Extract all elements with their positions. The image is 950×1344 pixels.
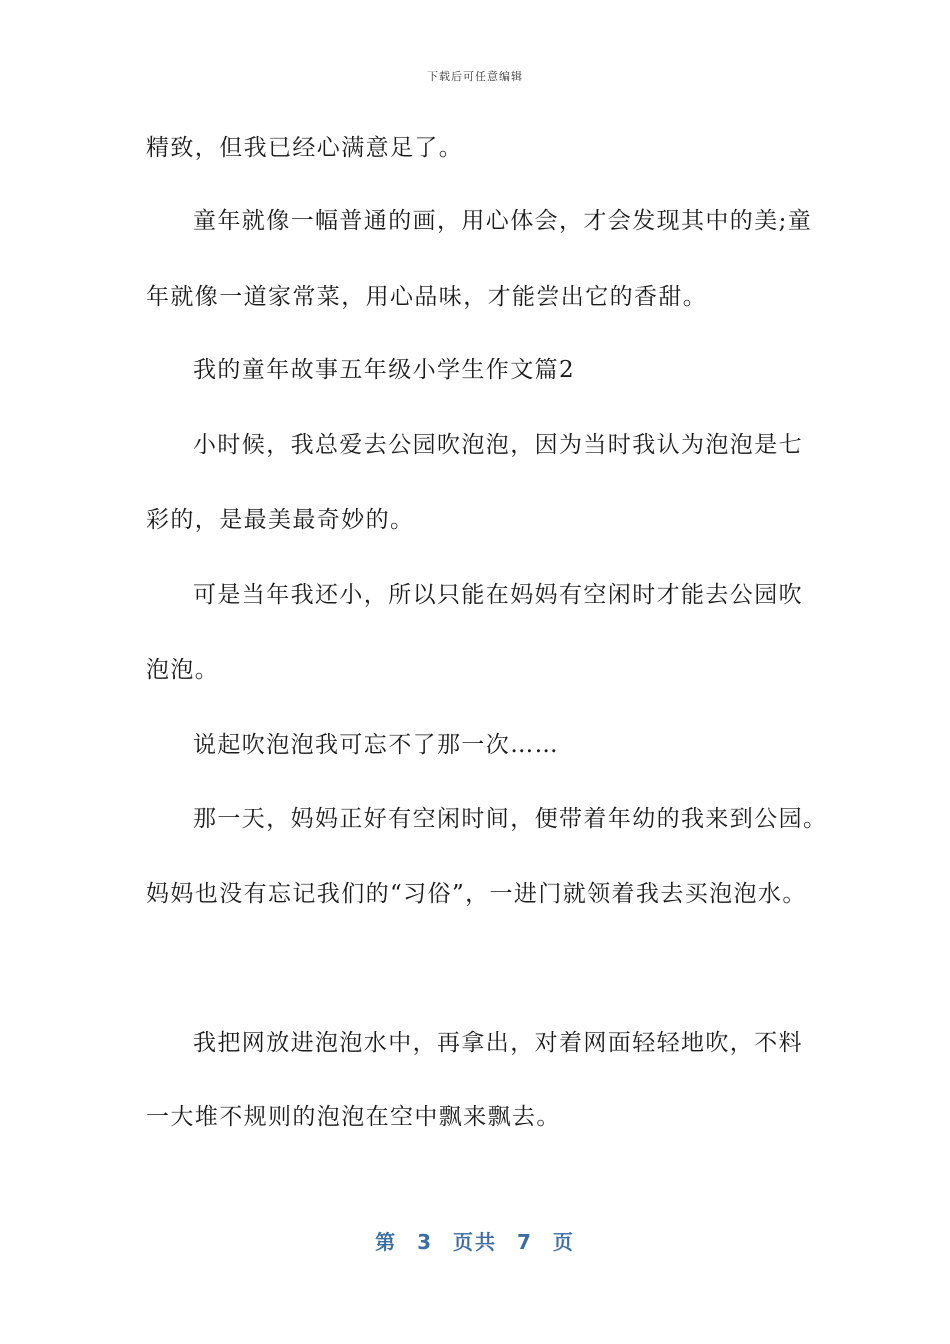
text-line-3: 年就像一道家常菜，用心品味，才能尝出它的香甜。	[146, 284, 708, 310]
text-line-11: 妈妈也没有忘记我们的“习俗”，一进门就领着我去买泡泡水。	[146, 881, 807, 907]
current-page-number: 3	[417, 1230, 433, 1254]
section-heading: 我的童年故事五年级小学生作文篇2	[193, 357, 576, 383]
text-line-10: 那一天，妈妈正好有空闲时间，便带着年幼的我来到公园。	[193, 806, 828, 832]
text-line-6: 彩的，是最美最奇妙的。	[146, 507, 415, 533]
footer-prefix: 第	[375, 1230, 398, 1254]
page-footer	[0, 1226, 950, 1255]
text-line-13: 一大堆不规则的泡泡在空中飘来飘去。	[146, 1104, 561, 1130]
text-line-8: 泡泡。	[146, 657, 220, 683]
text-line-9: 说起吹泡泡我可忘不了那一次……	[193, 732, 559, 758]
text-line-1: 精致，但我已经心满意足了。	[146, 135, 464, 161]
footer-mid: 页共	[453, 1230, 497, 1254]
footer-suffix: 页	[552, 1230, 575, 1254]
text-line-12: 我把网放进泡泡水中，再拿出，对着网面轻轻地吹，不料	[193, 1030, 803, 1056]
text-line-7: 可是当年我还小，所以只能在妈妈有空闲时才能去公园吹	[193, 582, 803, 608]
text-line-5: 小时候，我总爱去公园吹泡泡，因为当时我认为泡泡是七	[193, 432, 803, 458]
text-line-2: 童年就像一幅普通的画，用心体会，才会发现其中的美;童	[193, 208, 813, 234]
total-pages-number: 7	[517, 1230, 533, 1254]
header-note: 下载后可任意编辑	[427, 70, 523, 83]
